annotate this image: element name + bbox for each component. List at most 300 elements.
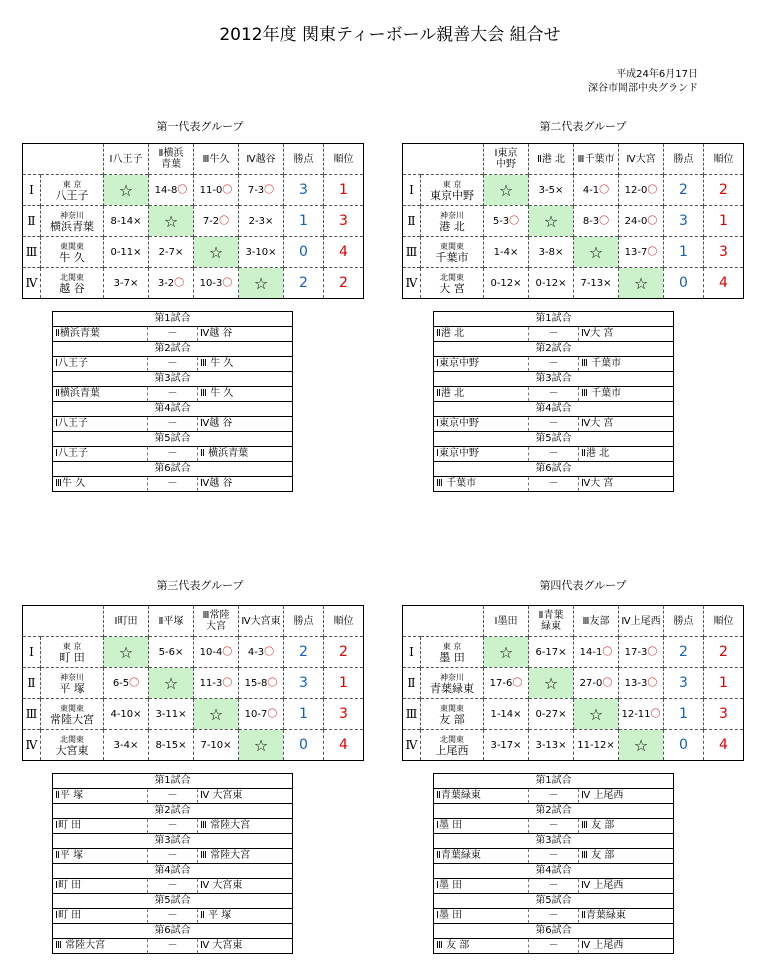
team-name: 墨 田 [439,651,465,664]
match-label-row [53,372,293,387]
match-row [53,819,293,834]
team-name: 大宮東 [55,744,89,757]
score-cell [149,699,194,730]
versus-dash: － [148,387,198,402]
match-label-row [434,774,674,789]
home-team: Ⅰ町 田 [53,909,148,924]
column-header: Ⅱ青葉 緑東 [529,606,574,637]
score-text: 3-8× [538,246,564,258]
home-team: Ⅰ八王子 [53,357,148,372]
points-value: 3 [284,175,324,206]
away-team: Ⅳ大 宮 [579,327,674,342]
team-region: 北関東 [440,273,464,282]
team-name: 大 宮 [439,282,465,295]
team-region: 東 京 [62,180,82,189]
header-row [23,606,364,637]
column-header: Ⅰ墨田 [484,606,529,637]
score-text: 5-3〇 [492,215,520,227]
team-name: 牛 久 [59,251,85,264]
score-text: 5-6× [158,646,184,658]
match-row [434,417,674,432]
team-row [403,268,744,299]
away-team: Ⅱ 横浜青葉 [198,447,293,462]
win-mark: 〇 [602,677,613,689]
match-label: 第1試合 [434,312,674,327]
team-region: 北関東 [440,735,464,744]
score-text: 2-7× [158,246,184,258]
win-mark: 〇 [647,246,658,258]
away-team: Ⅲ 常陸大宮 [198,849,293,864]
team-name: 横浜青葉 [50,220,94,233]
versus-dash: － [148,447,198,462]
match-label-row [434,894,674,909]
match-label-row [434,864,674,879]
league-table [402,143,744,299]
score-cell [529,637,574,668]
league-table [22,143,364,299]
score-text: 4-10× [110,708,142,720]
seed-number: Ⅲ [403,237,421,268]
team-region: 神奈川 [440,211,464,220]
score-cell [149,268,194,299]
match-label: 第2試合 [53,342,293,357]
score-cell [574,175,619,206]
home-team: Ⅲ牛 久 [53,477,148,492]
points-value: 0 [664,730,704,761]
away-team: Ⅳ越 谷 [198,327,293,342]
match-label-row [53,312,293,327]
match-label: 第5試合 [53,432,293,447]
team-cell [41,237,104,268]
score-text: 7-13× [580,277,612,289]
header-row [403,606,744,637]
score-text: 3-5× [538,184,564,196]
win-mark: 〇 [267,708,278,720]
win-mark: 〇 [222,184,233,196]
away-team: Ⅲ 牛 久 [198,387,293,402]
win-mark: 〇 [512,677,523,689]
versus-dash: － [529,477,579,492]
match-schedule [52,311,293,492]
team-region: 東関東 [60,242,84,251]
seed-number: Ⅳ [403,730,421,761]
score-text: 6-17× [535,646,567,658]
versus-dash: － [148,879,198,894]
away-team: Ⅳ越 谷 [198,417,293,432]
score-cell [574,668,619,699]
rank-value: 3 [704,237,744,268]
match-row [53,909,293,924]
score-text: 11-3〇 [199,677,233,689]
versus-dash: － [529,909,579,924]
points-header: 勝点 [664,144,704,175]
match-label: 第3試合 [53,834,293,849]
self-match-cell: ☆ [619,268,664,299]
versus-dash: － [148,417,198,432]
win-mark: 〇 [222,677,233,689]
score-cell [239,237,284,268]
seed-number: Ⅳ [23,730,41,761]
away-team: Ⅲ 千葉市 [579,357,674,372]
team-row [403,668,744,699]
score-cell [104,730,149,761]
match-label: 第3試合 [434,834,674,849]
win-mark: 〇 [177,184,188,196]
rank-value: 1 [704,206,744,237]
column-header: Ⅲ友部 [574,606,619,637]
match-label-row [434,462,674,477]
column-header: Ⅲ千葉市 [574,144,619,175]
versus-dash: － [529,417,579,432]
team-row [403,637,744,668]
home-team: Ⅱ平 塚 [53,849,148,864]
match-label-row [53,432,293,447]
team-cell [421,175,484,206]
self-match-cell: ☆ [239,268,284,299]
self-match-cell: ☆ [194,699,239,730]
score-cell [529,237,574,268]
home-team: Ⅰ墨 田 [434,819,529,834]
rank-value: 4 [324,730,364,761]
score-cell [194,730,239,761]
home-team: Ⅰ八王子 [53,447,148,462]
score-text: 4-1〇 [582,184,610,196]
match-label: 第1試合 [53,312,293,327]
seed-number: Ⅰ [23,637,41,668]
team-cell [41,637,104,668]
seed-number: Ⅳ [403,268,421,299]
score-text: 11-12× [577,739,615,751]
away-team: Ⅲ 友 部 [579,849,674,864]
score-text: 13-7〇 [624,246,658,258]
score-cell [194,668,239,699]
header-blank [403,144,484,175]
score-text: 3-7× [113,277,139,289]
match-label: 第6試合 [434,924,674,939]
score-text: 1-4× [493,246,519,258]
score-text: 3-2〇 [157,277,185,289]
self-match-cell: ☆ [104,637,149,668]
score-cell [529,268,574,299]
score-text: 17-3〇 [624,646,658,658]
column-header: Ⅳ越谷 [239,144,284,175]
home-team: Ⅱ平 塚 [53,789,148,804]
group-title: 第一代表グループ [156,120,244,133]
score-text: 2-3× [248,215,274,227]
away-team: Ⅳ越 谷 [198,477,293,492]
self-match-cell: ☆ [484,175,529,206]
match-row [53,849,293,864]
away-team: Ⅱ港 北 [579,447,674,462]
score-text: 3-13× [535,739,567,751]
versus-dash: － [148,849,198,864]
team-region: 神奈川 [60,211,84,220]
home-team: Ⅲ 常陸大宮 [53,939,148,954]
column-header: Ⅰ八王子 [104,144,149,175]
seed-number: Ⅱ [403,206,421,237]
match-label: 第6試合 [53,924,293,939]
score-cell [574,268,619,299]
match-row [434,447,674,462]
score-text: 10-3〇 [199,277,233,289]
points-header: 勝点 [284,144,324,175]
team-name: 平 塚 [59,682,85,695]
team-row [23,730,364,761]
home-team: Ⅱ横浜青葉 [53,387,148,402]
versus-dash: － [529,789,579,804]
away-team: Ⅳ大 宮 [579,417,674,432]
column-header: Ⅲ牛久 [194,144,239,175]
rank-header: 順位 [324,144,364,175]
score-text: 14-1〇 [579,646,613,658]
match-row [53,357,293,372]
home-team: Ⅰ東京中野 [434,357,529,372]
versus-dash: － [148,477,198,492]
score-cell [619,206,664,237]
win-mark: 〇 [267,677,278,689]
win-mark: 〇 [174,277,185,289]
score-text: 8-14× [110,215,142,227]
team-cell [421,268,484,299]
team-region: 神奈川 [440,673,464,682]
match-row [53,327,293,342]
header-blank [23,144,104,175]
win-mark: 〇 [599,184,610,196]
team-cell [421,206,484,237]
rank-value: 1 [704,668,744,699]
team-region: 北関東 [60,735,84,744]
seed-number: Ⅱ [23,206,41,237]
match-label: 第3試合 [53,372,293,387]
score-cell [484,206,529,237]
event-venue: 深谷市岡部中央グランド [588,83,698,94]
match-label-row [53,402,293,417]
match-label-row [434,312,674,327]
team-region: 神奈川 [60,673,84,682]
score-text: 11-0〇 [199,184,233,196]
score-cell [239,668,284,699]
home-team: Ⅰ墨 田 [434,879,529,894]
score-cell [194,206,239,237]
away-team: Ⅳ 上尾西 [579,939,674,954]
seed-number: Ⅰ [23,175,41,206]
match-row [53,387,293,402]
column-header: Ⅰ町田 [104,606,149,637]
score-text: 24-0〇 [624,215,658,227]
score-cell [104,268,149,299]
match-label: 第4試合 [53,402,293,417]
score-text: 1-14× [490,708,522,720]
points-value: 3 [664,668,704,699]
team-row [403,175,744,206]
column-header: Ⅱ港 北 [529,144,574,175]
win-mark: 〇 [647,215,658,227]
match-label-row [434,372,674,387]
self-match-cell: ☆ [484,637,529,668]
team-cell [421,699,484,730]
team-cell [421,237,484,268]
match-row [434,879,674,894]
score-text: 7-10× [200,739,232,751]
header-row [23,144,364,175]
match-row [434,357,674,372]
match-schedule [52,773,293,954]
rank-value: 2 [704,637,744,668]
score-cell [574,206,619,237]
match-label-row [434,432,674,447]
team-name: 千葉市 [435,251,469,264]
self-match-cell: ☆ [194,237,239,268]
score-text: 17-6〇 [489,677,523,689]
group-title: 第四代表グループ [539,579,627,592]
score-cell [484,237,529,268]
score-text: 3-4× [113,739,139,751]
match-label-row [434,804,674,819]
match-label: 第5試合 [434,432,674,447]
column-header: Ⅱ横浜 青葉 [149,144,194,175]
away-team: Ⅳ 大宮東 [198,939,293,954]
team-region: 東関東 [60,704,84,713]
score-cell [149,637,194,668]
match-schedule [433,311,674,492]
away-team: Ⅲ 千葉市 [579,387,674,402]
score-cell [194,175,239,206]
team-row [403,237,744,268]
rank-value: 4 [704,268,744,299]
team-row [403,699,744,730]
team-name: 八王子 [55,189,89,202]
score-cell [619,699,664,730]
match-label-row [434,834,674,849]
column-header: Ⅲ常陸 大宮 [194,606,239,637]
team-cell [421,668,484,699]
self-match-cell: ☆ [574,237,619,268]
versus-dash: － [529,327,579,342]
home-team: Ⅰ東京中野 [434,447,529,462]
rank-value: 4 [324,237,364,268]
match-row [53,447,293,462]
team-region: 東 京 [62,642,82,651]
team-cell [41,730,104,761]
home-team: Ⅱ青葉緑東 [434,789,529,804]
match-row [434,477,674,492]
score-text: 3-10× [245,246,277,258]
away-team: Ⅱ 平 塚 [198,909,293,924]
points-value: 2 [664,637,704,668]
win-mark: 〇 [264,646,275,658]
win-mark: 〇 [647,677,658,689]
score-cell [239,637,284,668]
seed-number: Ⅰ [403,637,421,668]
match-label-row [434,342,674,357]
header-blank [23,606,104,637]
points-value: 3 [664,206,704,237]
match-label: 第2試合 [434,804,674,819]
column-header: Ⅱ平塚 [149,606,194,637]
home-team: Ⅱ港 北 [434,327,529,342]
team-name: 青葉緑東 [430,682,474,695]
home-team: Ⅰ東京中野 [434,417,529,432]
versus-dash: － [529,849,579,864]
score-text: 15-8〇 [244,677,278,689]
score-cell [619,637,664,668]
seed-number: Ⅲ [23,699,41,730]
win-mark: 〇 [129,677,140,689]
match-row [434,327,674,342]
match-label-row [53,834,293,849]
team-name: 友 部 [439,713,465,726]
versus-dash: － [148,909,198,924]
match-label: 第2試合 [434,342,674,357]
home-team: Ⅲ 千葉市 [434,477,529,492]
match-label-row [53,924,293,939]
score-text: 0-11× [110,246,142,258]
team-name: 上尾西 [435,744,469,757]
team-row [23,637,364,668]
league-table [22,605,364,761]
seed-number: Ⅱ [23,668,41,699]
match-row [434,789,674,804]
win-mark: 〇 [650,708,661,720]
points-value: 1 [664,237,704,268]
score-text: 10-4〇 [199,646,233,658]
versus-dash: － [529,387,579,402]
match-label-row [53,342,293,357]
seed-number: Ⅱ [403,668,421,699]
away-team: Ⅲ 常陸大宮 [198,819,293,834]
group-title: 第三代表グループ [156,579,244,592]
away-team: Ⅲ 友 部 [579,819,674,834]
event-date: 平成24年6月17日 [616,69,698,80]
home-team: Ⅱ青葉緑東 [434,849,529,864]
team-cell [41,268,104,299]
team-cell [41,206,104,237]
rank-value: 3 [324,206,364,237]
match-label-row [434,924,674,939]
match-row [434,819,674,834]
self-match-cell: ☆ [529,668,574,699]
points-value: 1 [664,699,704,730]
score-cell [239,206,284,237]
score-cell [149,175,194,206]
score-text: 0-27× [535,708,567,720]
team-region: 東 京 [442,180,462,189]
rank-value: 2 [704,175,744,206]
team-row [23,206,364,237]
page-title: 2012年度 関東ティーボール親善大会 組合せ [219,25,561,45]
match-label-row [53,864,293,879]
home-team: Ⅱ港 北 [434,387,529,402]
seed-number: Ⅲ [23,237,41,268]
score-cell [484,668,529,699]
column-header: Ⅳ大宮 [619,144,664,175]
match-row [53,879,293,894]
team-row [23,175,364,206]
team-row [23,668,364,699]
versus-dash: － [529,357,579,372]
score-cell [529,175,574,206]
self-match-cell: ☆ [239,730,284,761]
match-label: 第6試合 [434,462,674,477]
win-mark: 〇 [599,215,610,227]
score-cell [149,237,194,268]
team-region: 東関東 [440,704,464,713]
team-region: 東関東 [440,242,464,251]
score-cell [529,730,574,761]
points-value: 0 [664,268,704,299]
score-cell [104,668,149,699]
score-cell [104,699,149,730]
